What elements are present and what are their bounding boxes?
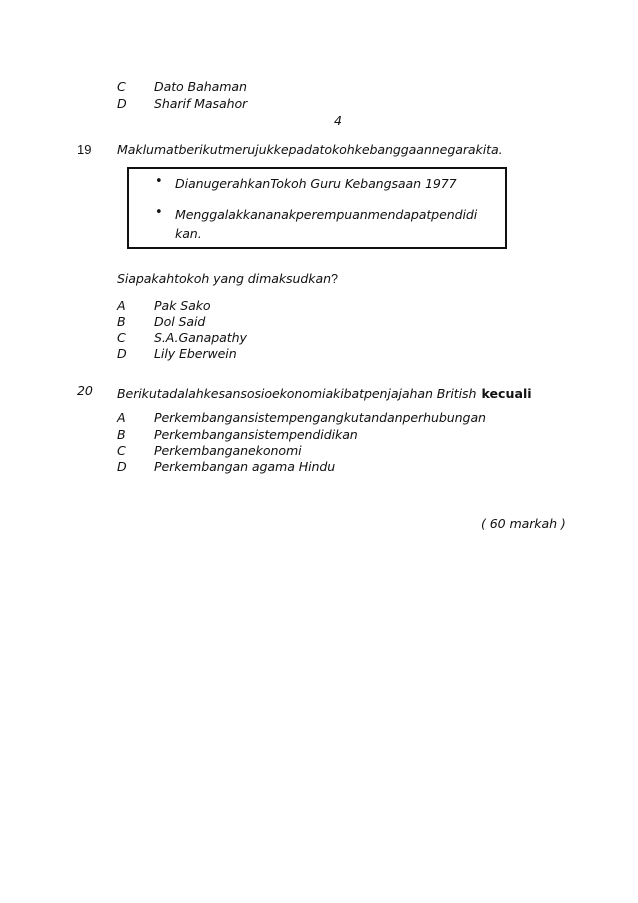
option-letter: C: [117, 79, 126, 94]
option-text: Sharif Masahor: [154, 96, 248, 111]
option-text: Perkembangansistempengangkutandanperhubungan: [154, 410, 486, 425]
stem-emphasis: kecuali: [481, 386, 532, 401]
option-letter: D: [117, 459, 127, 474]
option-text: Lily Eberwein: [154, 346, 237, 361]
info-point: DianugerahkanTokoh Guru Kebangsaan 1977: [175, 176, 457, 191]
option-text: Perkembanganekonomi: [154, 443, 302, 458]
option-text: Pak Sako: [154, 298, 211, 313]
option-letter: D: [117, 346, 127, 361]
option-text: Perkembangan agama Hindu: [154, 459, 336, 474]
bullet-icon: •: [155, 205, 163, 220]
question-number-20: 20: [77, 383, 93, 398]
option-letter: B: [117, 314, 126, 329]
option-letter: D: [117, 96, 127, 111]
question-19-prompt: [117, 268, 338, 287]
info-point: Menggalakkananakperempuanmendapatpendidi: [175, 207, 478, 222]
prompt-text: Siapakahtokoh yang dimaksudkan: [117, 271, 331, 286]
option-text: Dol Said: [154, 314, 206, 329]
option-letter: C: [117, 443, 126, 458]
question-number-19: 19: [77, 142, 92, 157]
bullet-icon: •: [155, 174, 163, 189]
option-letter: C: [117, 330, 126, 345]
option-text: Dato Bahaman: [154, 79, 247, 94]
option-letter: A: [117, 410, 126, 425]
option-text: S.A.Ganapathy: [154, 330, 247, 345]
option-letter: A: [117, 298, 126, 313]
question-20-stem: [117, 383, 532, 402]
question-19-stem: Maklumatberikutmerujukkepadatokohkebanggaannegarakita.: [117, 142, 503, 157]
prompt-question-mark: ?: [331, 272, 339, 286]
info-point-continued: kan.: [175, 226, 202, 241]
stem-text: Berikutadalahkesansosioekonomiakibatpenjajahan British: [117, 386, 477, 401]
total-marks: ( 60 markah ): [481, 516, 566, 531]
option-letter: B: [117, 427, 126, 442]
option-text: Perkembangansistempendidikan: [154, 427, 358, 442]
page-number: 4: [334, 113, 342, 128]
